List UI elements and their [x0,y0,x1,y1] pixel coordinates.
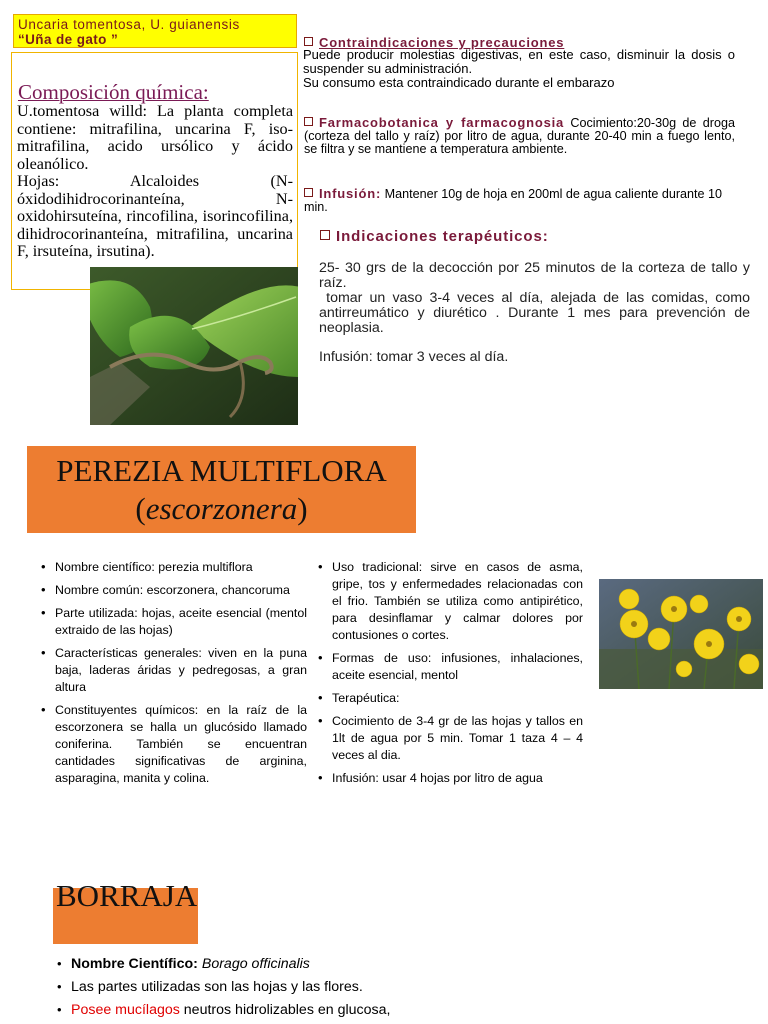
list-item: • Cocimiento de 3-4 gr de las hojas y tallos en 1lt de agua por 5 min. Tomar 1 taza 4 – 4 veces al dia. [318,713,583,764]
list-item: • Nombre Científico: Borago officinalis [57,953,477,976]
checkbox-bullet-icon [304,37,313,46]
list-item: • Parte utilizada: hojas, aceite esencial (mentol extraido de las hojas) [41,605,307,639]
borraja-title: BORRAJA [56,878,198,913]
indications-heading: Indicaciones terapéuticos: [320,228,549,245]
perezia-right-list [318,559,583,793]
composition-paragraph-1: U.tomentosa willd: La planta completa contiene: mitrafilina, uncarina F, iso-mitrafilina, acido ursólico y ácido oleanólico. [17,102,293,173]
borraja-list [57,953,477,1022]
infusion-heading: Infusión: [319,186,382,201]
checkbox-bullet-icon [304,188,313,197]
list-item: • Nombre común: escorzonera, chancoruma [41,582,307,599]
infusion-text: Mantener 10g de hoja en 200ml de agua caliente durante 10 min. [304,187,723,214]
pharmacognosy-text: Cocimiento:20-30g de droga (corteza del tallo y raíz) por litro de agua, durante 20-40 min a fuego lento, se filtra y se mantiene a temperatura ambiente. [304,116,735,156]
composition-paragraph-2: Hojas: Alcaloides (N-óxidodihidrocorinanteína, N-oxidohirsuteína, rincofilina, isorincofilina, dihidrocorinanteína, mitrafilina, uncarina F, irsuteína, irsutina). [17,172,293,260]
infusion-block [304,187,735,214]
contraindications-text: Puede producir molestias digestivas, en este caso, disminuir la dosis o suspender su administración. Su consumo esta contraindicado durante el embarazo [303,47,735,90]
list-item: • Características generales: viven en la puna baja, laderas áridas y pedregosas, a gran altura [41,645,307,696]
perezia-title: PEREZIA MULTIFLORA (escorzonera) [56,453,387,526]
list-item: • Terapéutica: [318,690,583,707]
pharmacognosy-block [304,117,735,155]
perezia-common-name: escorzonera [145,491,298,526]
pharmacognosy-heading: Farmacobotanica y farmacognosia [319,115,565,130]
list-item: • Las partes utilizadas son las hojas y las flores. [57,976,477,999]
uncaria-species-line: Uncaria tomentosa, U. guianensis [18,17,240,32]
perezia-flower-photo [599,579,763,689]
checkbox-bullet-icon [304,117,313,126]
composition-title: Composición química: [18,80,209,104]
list-item: • Constituyentes químicos: en la raíz de la escorzonera se halla un glucósido llamado coniferina. También se encuentran cantidades significativas de arginina, asparagina, manita y colina. [41,702,307,787]
list-item: • Nombre científico: perezia multiflora [41,559,307,576]
uncaria-common-name: “Uña de gato ” [18,32,119,47]
composition-body [17,103,293,261]
indications-text: 25- 30 grs de la decocción por 25 minutos de la corteza de tallo y raíz. tomar un vaso 3-4 veces al día, alejada de las comidas, como antirreumático y diurético . Durante 1 mes para prevención de neoplasia. Infusión: tomar 3 veces al día. [319,260,754,365]
list-item: • Uso tradicional: sirve en casos de asma, gripe, tos y enfermedades relacionadas con el frio. También se utiliza como antipirético, para desinflamar y calmar dolores por contusiones o cortes. [318,559,583,644]
list-item: • Formas de uso: infusiones, inhalaciones, aceite esencial, mentol [318,650,583,684]
uncaria-header-box [13,14,297,48]
uncaria-leaf-photo [90,267,298,425]
list-item: • Infusión: usar 4 hojas por litro de agua [318,770,583,787]
checkbox-bullet-icon [320,230,330,240]
list-item: • Posee mucílagos neutros hidrolizables en glucosa, [57,999,477,1022]
perezia-left-list [41,559,307,793]
contraindications-heading: Contraindicaciones y precauciones [304,34,564,52]
